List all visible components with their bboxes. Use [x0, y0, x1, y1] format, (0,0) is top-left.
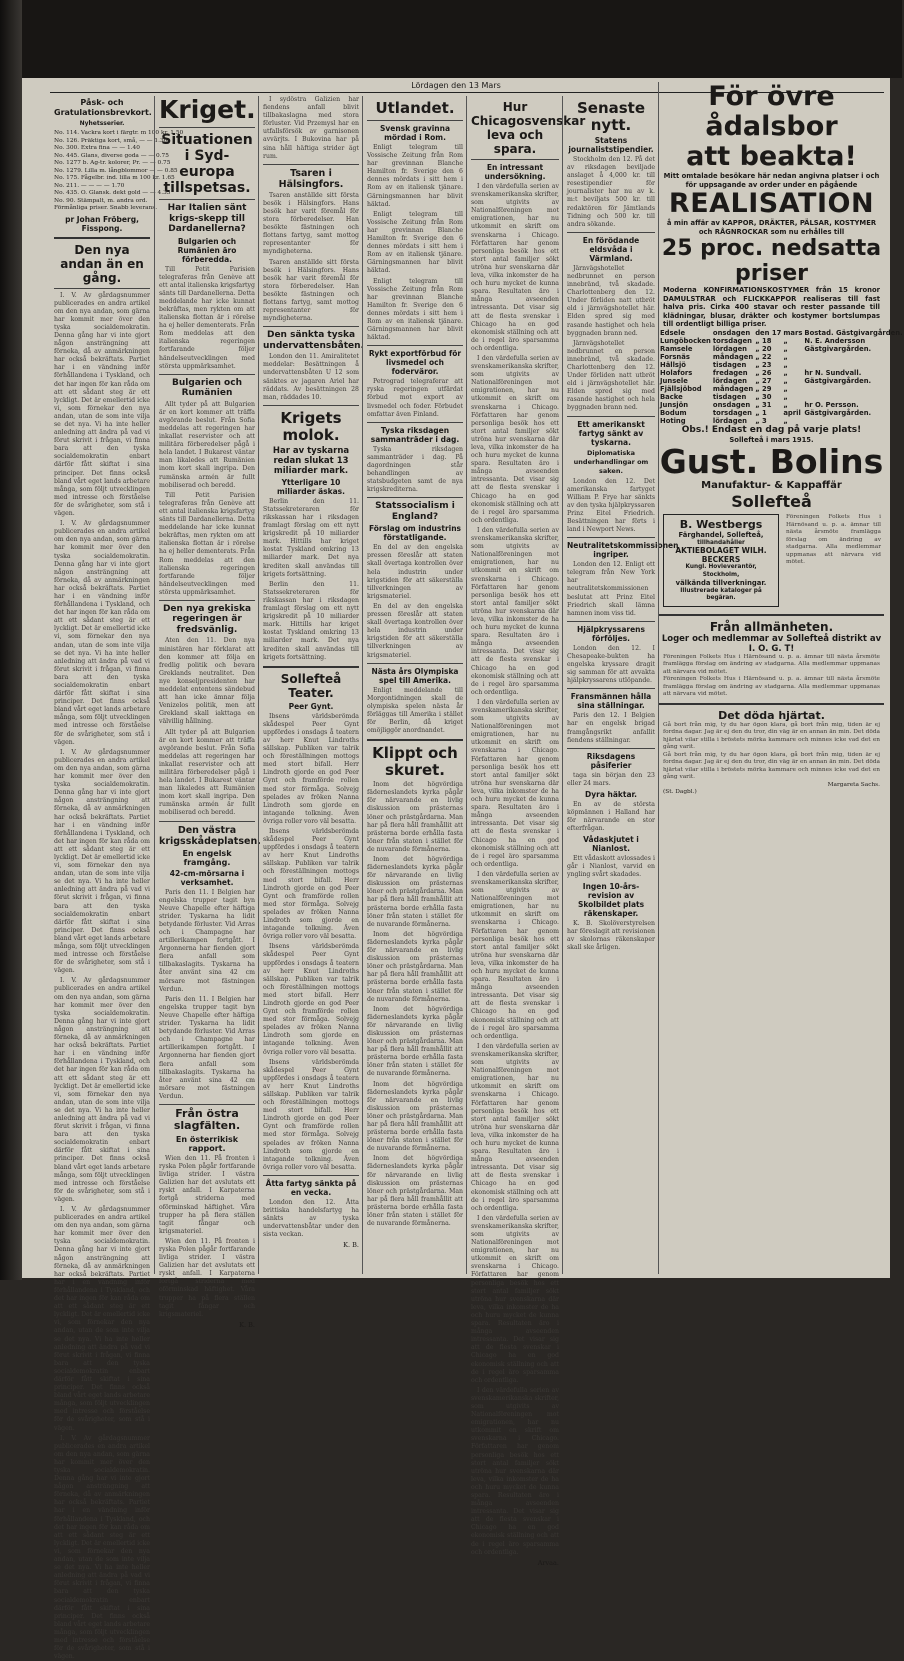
article-body: Enligt telegram till Vossische Zeitung från Rom har grevinnan Blanche Hamilton fr. Sverige den 6 dennes mördats i sitt hem i Rom av en italiensk tjänare. Gärningsmannen har blivit häktad. [367, 210, 463, 275]
ad-date: Sollefteå i mars 1915. [729, 435, 814, 444]
subheadline-bulgarien: Bulgarien och Rumänien äro förberedda. [177, 236, 237, 264]
ad-discount: 25 proc. nedsatta priser [661, 236, 882, 286]
schedule-host: hr N. Sundvall. [804, 368, 862, 377]
divider [567, 621, 655, 622]
article-body: Tyska riksdagen sammanträder i dag. På dagordningen står behandlingen av statsbudgeten samt de nya krigskrediterna. [367, 445, 463, 494]
schedule-table [659, 329, 904, 425]
ad-postcards-signature: pr Johan Fröberg, Fisspong. [65, 214, 139, 233]
divider [367, 497, 463, 498]
schedule-row [659, 417, 904, 425]
schedule-date: „ 30 [755, 392, 772, 401]
schedule-place: Backe [660, 392, 683, 401]
ad-westberg [663, 514, 779, 607]
schedule-host: hr O. Persson. [804, 400, 859, 409]
article-body: Wien den 11. På fronten i ryska Polen pågår fortfarande livliga strider. I västra Galizien har det avslutats ett ryskt anfall. I Karpaterna fortgå striderna med oförminskad häftighet. Våra trupper ha på flera ställen tagit fångar och krigsmateriel. [159, 1154, 255, 1235]
schedule-row [659, 393, 904, 401]
schedule-host [803, 393, 903, 401]
schedule-place: Junsele [660, 376, 688, 385]
schedule-date: „ 22 [755, 352, 772, 361]
headline-kriget: Kriget. [159, 95, 256, 124]
schedule-date: „ 20 [755, 344, 772, 353]
ad-title-line1: För övre ådalsbor [705, 81, 838, 142]
schedule-date: „ 1 [755, 408, 767, 417]
schedule-date: „ 27 [755, 376, 772, 385]
headline-molok: Krigets molok. [280, 408, 342, 444]
headline-italien: Har Italien sänt krigs-skepp till Dardanellerna? [167, 203, 247, 234]
subheadline-undersokning: En intressant undersökning. [484, 163, 546, 181]
article-body: I sydöstra Galizien har fiendens anfall blivit tillbakaslagna med stora förluster. Vid Przemysl har en utfallsförsök av garnisonen avvärjts. I Bukovina har på sina håll häftiga strider ägt rum. [263, 96, 359, 160]
divider [567, 688, 655, 689]
schedule-month: mars [783, 328, 803, 337]
divider [567, 537, 655, 538]
list-item: No. 90. Stämpalt, m. andra ord. [54, 197, 148, 204]
schedule-place: Ramsele [660, 344, 693, 353]
schedule-day: onsdagen [712, 400, 751, 409]
schedule-day: lördagen [712, 344, 748, 353]
schedule-date: „ 31 [755, 400, 772, 409]
article-body: Stockholm den 12. På det av riksdagen beviljade anslaget å 4,000 kr. till resestipendier för journalister har nu av k. m:t beviljats 500 kr. till redaktören för Jämtlands Tidning och 500 kr. till andra sökande. [567, 156, 655, 228]
subheadline-forslag: Förslag om industrins förstatligande. [368, 524, 462, 543]
ad-westberg-line3: välkända tillverkningar. [675, 579, 767, 587]
divider [263, 1175, 359, 1176]
headline-tsaren: Tsaren i Hälsingfors. [278, 167, 344, 190]
list-item: No. 1279. Lilla m. långblommor — — 0.85 [54, 167, 178, 174]
list-item: No. 300. Extra fina — — 1.40 [54, 145, 140, 151]
schedule-day: fredagen [712, 368, 748, 377]
divider [159, 127, 255, 128]
headline-sankta: Den sänkta tyska undervattensbåten. [263, 330, 364, 351]
schedule-month: „ [783, 344, 788, 353]
article-body: Ibsens världsberömda skådespel Peer Gynt uppfördes i onsdags å teatern av herr Knut Lindroths sällskap. Publiken var talrik och föreställningen mottogs med stort bifall. Herr Lindroth gjorde en god Peer Gynt och framförde rollen med stor förmåga. Solvejg spelades av fröken Nanna Lindroth som gjorde en intagande tolkning. Även övriga roller voro väl besatta. [263, 1058, 359, 1171]
schedule-place: Junsjön [660, 400, 689, 409]
schedule-date: den 17 [755, 328, 782, 337]
article-body: I den värdefulla serien av svenskamerikanska skrifter, som utgivits av Nationalföreningen mot emigrationen, har nu utkommit en skrift om svenskarna i Chicago. Författaren har genom personliga besök hos ett stort antal familjer sökt utröna hur svenskarna där leva, vilka inkomster de ha och huru mycket de kunna spara. Resultaten äro i många avseenden intressanta. Det visar sig att de flesta svenskar i Chicago ha en god ekonomisk ställning och att de i regel äro sparsamma och ordentliga. [471, 1042, 559, 1212]
headline-ostra: Från östra slagfälten. [173, 1106, 241, 1133]
ad-gust-sub: Manufaktur- & Kappaffär [701, 480, 842, 491]
headline-vadaskott: Vådaskjutet i Nianlost. [583, 835, 639, 854]
divider [54, 237, 150, 239]
article-body: I. V. Av gårdagsnummer publicerades en andra artikel om den nya andan, som gärna har kommit mer över den tyska socialdemokratin. Denna gång har vi inte gjort någon ansträngning att förneka, då av anmärkningen har också bekräftats. Partiet har i en vändning inför förhållandena i Tyskland, och det har ingen för kan råda om att ett sådant steg är ett lyckligt. Det är emellertid icke vi, som förnekar den nya andan, utan de som inte vilja se det nya. Vi ha inte heller anledning att ändra på vad vi förut skrivit i frågan, vi finna bara att den tyska socialdemokratin enbart därför fått skiftat i sina principer. Det finns också bland vårt eget lands arbetare många, som följt utvecklingen med intresse och förståelse för de svårigheter, som stå i vägen. [54, 1206, 150, 1432]
article-body: I den värdefulla serien av svenskamerikanska skrifter, som utgivits av Nationalföreningen mot emigrationen, har nu utkommit en skrift om svenskarna i Chicago. Författaren har genom personliga besök hos ett stort antal familjer sökt utröna hur svenskarna där leva, vilka inkomster de ha och huru mycket de kunna spara. Resultaten äro i många avseenden intressanta. Det visar sig att de flesta svenskar i Chicago ha en god ekonomisk ställning och att de i regel äro sparsamma och ordentliga. [471, 526, 559, 696]
schedule-date: „ 3 [755, 416, 767, 425]
column-3 [258, 96, 363, 1274]
schedule-row [659, 361, 904, 369]
article-body: I den värdefulla serien av svenskamerikanska skrifter, som utgivits av Nationalföreningen mot emigrationen, har nu utkommit en skrift om svenskarna i Chicago. Författaren har genom personliga besök hos ett stort antal familjer sökt utröna hur svenskarna där leva, vilka inkomster de ha och huru mycket de kunna spara. Resultaten äro i många avseenden intressanta. Det visar sig att de flesta svenskar i Chicago ha en god ekonomisk ställning och att de i regel äro sparsamma och ordentliga. [471, 870, 559, 1040]
article-body: Petrograd telegraferar att ryska regeringen utfärdat förbud mot export av livsmedel och foder. Förbudet omfattar även Finland. [367, 378, 463, 418]
article-body: London den 12. Åtta brittiska handelsfartyg ha sänkts av tyska undervattensbåtar under den sista veckan. [263, 1198, 359, 1239]
article-body: Till Petit Parisien telegraferas från Genève att ett antal italienska krigsfartyg sänts till Dardanellerna. Detta meddelande har icke kunnat bekräftas, men rykten om att italienska flottan är i rörelse ha ej heller dementerats. Från Rom meddelas att den italienska regeringen fortfarande följer händelseutvecklingen med största uppmärksamhet. [159, 491, 255, 596]
headline-allmanheten: Från allmänheten. [709, 619, 834, 634]
schedule-month: „ [783, 336, 788, 345]
subheadline-peer-gynt: Peer Gynt. [288, 701, 334, 711]
ad-westberg-line2: Kungl. Hovleverantör, Stockholm, [685, 564, 757, 578]
headline-grekiska: Den nya grekiska regeringen är fredsvänlig. [162, 603, 252, 635]
divider [263, 405, 359, 406]
subheadline-osterrikisk: En österrikisk rapport. [175, 1134, 239, 1153]
schedule-day: torsdagen [712, 336, 752, 345]
article-body: Aten den 11. Den nya ministären har förklarat att den kommer att följa en fredlig politik och bevara Greklands neutralitet. Den nye konseljpresidenten har meddelat ententens sändebud att han icke ämnar följa Venizelos politik, men att Grekland skall iakttaga en välvillig hållning. [159, 637, 255, 726]
schedule-host: N. E. Andersson [804, 336, 866, 345]
poem-body: Gå bort från mig, ty du har ögon klara, gå bort från mig, tiden är ej fordna dagar. Jag är ej den du tror, din väg är en annan än min. Det döda hjärtat vilar stilla i bröstets mörka kammare och minnes icke vad det en gång varit. [663, 721, 880, 750]
schedule-day: onsdagen [712, 328, 751, 337]
article-body: Ett vådaskott avlossades i går i Nianlost, varvid en yngling svårt skadades. [567, 855, 655, 879]
article-body: Paris den 11. I Belgien har engelska trupper tagit byn Neuve Chapelle efter häftiga strider. Tyskarna ha lidit betydande förluster. Vid Arras och i Champagne har artillerikampen fortgått. I Argonnerna har fienden gjort flera anfall som tillbakaslagits. Tyskarna ha åter använt sina 42 cm mörsare mot fästningen Verdun. [159, 995, 255, 1100]
schedule-day: måndagen [712, 384, 754, 393]
subheadline-engelsk: En engelsk framgång. [182, 848, 232, 867]
ad-confirmation: Moderna KONFIRMATIONSKOSTYMER från 15 kronor DAMULSTRAR och FLICKKAPPOR realiseras till fast halva pris. Cirka 400 stavar och rester passande till klädningar, blusar, dräkter och kostymer bortslumpas till ordentligt billiga priser. [663, 286, 880, 328]
ad-westberg-title: B. Westbergs [679, 518, 763, 531]
article-body: Ibsens världsberömda skådespel Peer Gynt uppfördes i onsdags å teatern av herr Knut Lindroths sällskap. Publiken var talrik och föreställningen mottogs med stort bifall. Herr Lindroth gjorde en god Peer Gynt och framförde rollen med stor förmåga. Solvejg spelades av fröken Nanna Lindroth som gjorde en intagande tolkning. Även övriga roller voro väl besatta. [263, 712, 359, 825]
headline-situation: Situationen i Syd-europa tillspetsas. [161, 132, 253, 196]
scan-border-left [0, 0, 22, 1280]
article-body: Till Petit Parisien telegraferas från Genève att ett antal italienska krigsfartyg sänts till Dardanellerna. Detta meddelande har icke kunnat bekräftas, men rykten om att italienska flottan är i rörelse ha ej heller dementerats. Från Rom meddelas att den italienska regeringen fortfarande följer händelseutvecklingen med största uppmärksamhet. [159, 265, 255, 370]
article-body: Föreningen Folkets Hus i Härnösand u. p. a. ämnar till nästa årsmöte framlägga förslag om ändring av stadgarna. Alla medlemmar uppmanas att närvara vid mötet. [663, 653, 880, 675]
headline-nya-andan: Den nya andan än en gång. [60, 242, 144, 285]
scan-border-top [0, 0, 902, 78]
ad-obs: Obs.! Endast en dag på varje plats! [681, 424, 862, 435]
headline-fartyg: Åtta fartyg sänkta på en vecka. [265, 1178, 357, 1197]
column-1 [50, 96, 184, 1661]
divider [159, 600, 255, 601]
article-body: Berlin den 11. Statssekreteraren för rikskassan har i riksdagen framlagt förslag om ett nytt krigskredit på 10 miliarder mark. Hittills har kriget kostat Tyskland omkring 13 miliarder mark. Det nya krediten skall användas till krigets fortsättning. [263, 497, 359, 578]
article-body: Berlin den 11. Statssekreteraren för rikskassan har i riksdagen framlagt förslag om ett nytt krigskredit på 10 miliarder mark. Hittills har kriget kostat Tyskland omkring 13 miliarder mark. Det nya krediten skall användas till krigets fortsättning. [263, 580, 359, 661]
article-body: Paris den 11. I Belgien har engelska trupper tagit byn Neuve Chapelle efter häftiga strider. Tyskarna ha lidit betydande förluster. Vid Arras och i Champagne har artillerikampen fortgått. I Argonnerna har fienden gjort flera anfall som tillbakaslagits. Tyskarna ha åter använt sina 42 cm mörsare mot fästningen Verdun. [159, 888, 255, 993]
schedule-row [659, 337, 904, 345]
schedule-day: lördagen [712, 416, 748, 425]
schedule-month: „ [783, 352, 788, 361]
schedule-month: „ [783, 384, 788, 393]
article-body: I den värdefulla serien av svenskamerikanska skrifter, som utgivits av Nationalföreningen mot emigrationen, har nu utkommit en skrift om svenskarna i Chicago. Författaren har genom personliga besök hos ett stort antal familjer sökt utröna hur svenskarna där leva, vilka inkomster de ha och huru mycket de kunna spara. Resultaten äro i många avseenden intressanta. Det visar sig att de flesta svenskar i Chicago ha en god ekonomisk ställning och att de i regel äro sparsamma och ordentliga. [471, 1214, 559, 1384]
divider [159, 821, 255, 822]
running-header: Lördagen den 13 Mars [411, 81, 501, 90]
divider [159, 1104, 255, 1105]
headline-dyra: Dyra häktar. [585, 789, 637, 799]
schedule-host [803, 385, 903, 393]
article-body: Ibsens världsberömda skådespel Peer Gynt uppfördes i onsdags å teatern av herr Knut Lindroths sällskap. Publiken var talrik och föreställningen mottogs med stort bifall. Herr Lindroth gjorde en god Peer Gynt och framförde rollen med stor förmåga. Solvejg spelades av fröken Nanna Lindroth som gjorde en intagande tolkning. Även övriga roller voro väl besatta. [263, 828, 359, 941]
schedule-month: „ [783, 368, 788, 377]
column-5 [466, 96, 586, 1567]
schedule-host: Gästgivargården. [804, 344, 872, 353]
article-body: Inom det högvördiga fäderneslandets kyrka pågår för närvarande en livlig diskussion om prästernas löner och prästgårdarna. Man har på flera håll framhållit att prästerna borde erhålla fasta löner från staten i stället för de nuvarande förmånerna. [367, 856, 463, 928]
schedule-row [659, 385, 904, 393]
divider [367, 422, 463, 423]
article-body: Järnvägshotellet nedbrunnet en person innebränd, två skadade. Charlottenberg den 12. Under förliden natt utbröt eld i järnvägshotellet här. Elden spred sig med rasande hastighet och hela byggnaden brann ned. [567, 264, 655, 337]
divider [659, 614, 884, 616]
schedule-place: Bodum [660, 408, 687, 417]
schedule-host: Bostad. Gästgivargården. [804, 328, 903, 337]
article-body: Allt tyder på att Bulgarien är en kort kommer att träffa avgörande beslut. Från Sofia meddelas att regeringen har inkallat reservister och att militära förberedelser pågå i hela landet. I Bukarest väntar man likaledes att Rumänien inom kort skall ingripa. Den rumänska armén är fullt mobiliserad och beredd. [159, 400, 255, 489]
headline-svensk: Svensk gravinna mördad i Rom. [379, 124, 451, 142]
poem-author: Margareta Sachs. [827, 781, 880, 788]
headline-hjalpkryssare: Hjälpkryssarens förföljes. [576, 624, 645, 643]
schedule-host: Gästgivargården. [804, 376, 872, 385]
article-body: I. V. Av gårdagsnummer publicerades en andra artikel om den nya andan, som gärna har kommit mer över den tyska socialdemokratin. Denna gång har vi inte gjort någon ansträngning att förneka, då av anmärkningen har också bekräftats. Partiet har i en vändning inför förhållandena i Tyskland, och det har ingen för kan råda om att ett sådant steg är ett lyckligt. Det är emellertid icke vi, som förnekar den nya andan, utan de som inte vilja se det nya. Vi ha inte heller anledning att ändra på vad vi förut skrivit i frågan, vi finna bara att den tyska socialdemokratin enbart därför fått skiftat i sina principer. Det finns också bland vårt eget lands arbetare många, som följt utvecklingen med intresse och förståelse för de svårigheter, som stå i vägen. [54, 291, 150, 518]
ad-title-line2: att beakta! [686, 141, 857, 172]
schedule-row [659, 369, 904, 377]
article-body: Allt tyder på att Bulgarien är en kort kommer att träffa avgörande beslut. Från Sofia meddelas att regeringen har inkallat reservister och att militära förberedelser pågå i hela landet. I Bukarest väntar man likaledes att Rumänien inom kort skall ingripa. Den rumänska armén är fullt mobiliserad och beredd. [159, 728, 255, 817]
schedule-place: Holafors [660, 368, 693, 377]
headline-statens: Statens journaliststipendier. [568, 136, 654, 154]
article-body: Enligt telegram till Vossische Zeitung från Rom har grevinnan Blanche Hamilton fr. Sverige den 6 dennes mördats i sitt hem i Rom av en italiensk tjänare. Gärningsmannen har blivit häktad. [367, 144, 463, 208]
schedule-date: „ 29 [755, 384, 772, 393]
headline-forodande: En förödande eldsvåda i Värmland. [582, 235, 640, 263]
article-body: Wien den 11. På fronten i ryska Polen pågår fortfarande livliga strider. I västra Galizien har det avslutats ett ryskt anfall. I Karpaterna fortgå striderna med oförminskad häftighet. Våra trupper ha på flera ställen tagit fångar och krigsmateriel. [159, 1237, 255, 1318]
article-body: En del av den engelska pressen föreslår att staten skall övertaga kontrollen över hela industrin under krigstiden för att säkerställa tillverkningen av krigsmateriel. [367, 544, 463, 600]
schedule-host [803, 353, 903, 361]
headline-statssocialism: Statssocialism i England? [375, 501, 455, 522]
article-body: Tsaren anställde sitt första besök i Hälsingfors. Hans besök har varit föremål för stora förberedelser. Han besökte fästningen och flottans fartyg, samt mottog representanter för myndigheterna. [263, 191, 359, 256]
article-body: Paris den 12. I Belgien har en engelsk brigad framgångsrikt anfallit fiendens ställningar. [567, 712, 655, 744]
schedule-month: „ [783, 376, 788, 385]
list-item: No. 445. Glans, diverse goda — — 0.75 [54, 152, 169, 159]
newspaper-page [22, 78, 903, 1661]
divider [367, 345, 463, 346]
article-body: Inom det högvördiga fäderneslandets kyrka pågår för närvarande en livlig diskussion om prästernas löner och prästgårdarna. Man har på flera håll framhållit att prästerna borde erhålla fasta löner från staten i stället för de nuvarande förmånerna. [367, 1080, 463, 1153]
schedule-day: tisdagen [712, 360, 747, 369]
divider [263, 164, 359, 165]
headline-utlandet: Utlandet. [375, 99, 455, 117]
subheadline-diplomatiska: Diplomatiska underhandlingar om saken. [573, 448, 649, 475]
headline-olympiska: Nästa års Olympiska spel till Amerika. [371, 666, 459, 685]
headline-riksdagen: Riksdagens påsiferier [586, 751, 636, 770]
schedule-host: Gästgivargården. [804, 408, 872, 417]
schedule-row [659, 377, 904, 385]
ad-gust-bolins: Gust. Bolins [659, 442, 884, 481]
schedule-place: Edsele [660, 328, 686, 337]
article-body: Inom det högvördiga fäderneslandets kyrka pågår för närvarande en livlig diskussion om prästernas löner och prästgårdarna. Man har på flera håll framhållit att prästerna borde erhålla fasta löner från staten i stället för de nuvarande förmånerna. [367, 1155, 463, 1228]
article-body: Järnvägshotellet nedbrunnet en person innebränd, två skadade. Charlottenberg den 12. Under förliden natt utbröt eld i järnvägshotellet här. Elden spred sig med rasande hastighet och hela byggnaden brann ned. [567, 339, 655, 412]
schedule-place: Fjällsjöbod [660, 384, 702, 393]
headline-vastra: Den västra krigsskådeplatsen. [159, 824, 261, 847]
schedule-month: „ [783, 416, 788, 425]
list-item: No. 175. Fågelbr. ind. lilla m 100 kr. 1.65 [54, 175, 175, 181]
headline-amerikanskt: Ett amerikanskt fartyg sänkt av tyskarna. [577, 419, 645, 447]
article-body: I den värdefulla serien av svenskamerikanska skrifter, som utgivits av Nationalföreningen mot emigrationen, har nu utkommit en skrift om svenskarna i Chicago. Författaren har genom personliga besök hos ett stort antal familjer sökt utröna hur svenskarna där leva, vilka inkomster de ha och huru mycket de kunna spara. Resultaten äro i många avseenden intressanta. Det visar sig att de flesta svenskar i Chicago ha en god ekonomisk ställning och att de i regel äro sparsamma och ordentliga. [471, 698, 559, 868]
headline-chicago: Hur Chicagosvenskar leva och spara. [471, 100, 586, 156]
headline-doda-hjartat: Det döda hjärtat. [718, 708, 825, 722]
headline-senaste: Senaste nytt. [576, 99, 646, 134]
list-item: No. 211. — — — — 1.70 [54, 182, 125, 189]
ad-postcards-sub: Nyhetsserier. [79, 120, 125, 127]
list-item: No. 114. Vackra kort i färgtr. m 100 kr. 1.50 [54, 130, 184, 136]
ad-gust-city: Sollefteå [731, 492, 812, 511]
list-item: No. 435. O. Glansk. dekt gold — — 4.35 [54, 190, 171, 196]
list-item: No. 126. Präktiga kort, små, — — 1.30 [54, 137, 168, 144]
schedule-month: „ [783, 392, 788, 401]
schedule-day: lördagen [712, 376, 748, 385]
schedule-date: „ 26 [755, 368, 772, 377]
divider [567, 232, 655, 233]
ad-products: å min affär av KAPPOR, DRÄKTER, PÄLSAR, KOSTYMER och RÅGNROCKAR som nu erhålles till [666, 219, 877, 236]
article-body: London den 11. Amiralitetet meddelar: Besättningen å undervattensbåten U 12 som sänktes av jagaren Ariel har räddats. Av besättningen 28 man, räddades 10. [263, 353, 359, 401]
article-body: K. B. Skolöverstyrelsen har föreslagit att revisionen av skolornas räkenskaper skall ske årligen. [567, 919, 655, 951]
divider [367, 663, 463, 664]
article-body: taga sin början den 23 eller 24 mars. [567, 771, 655, 787]
subheadline-42cm: 42-cm-mörsarna i verksamhet. [169, 868, 245, 887]
headline-tyska-riksdagen: Tyska riksdagen sammanträder i dag. [370, 425, 460, 444]
divider [367, 120, 463, 121]
byline: K. B. [343, 1241, 359, 1250]
ad-intro: Mitt omtalade besökare här nedan angivna platser i och för uppsagande av order under en pågående [663, 172, 880, 189]
list-item: Förmånliga priser. Snabb leverans. [54, 205, 158, 211]
article-body: London den 12. Enligt ett telegram från New York har neutralitetskommissionen beslutat att Prinz Eitel Friedrich skall lämna hamnen inom viss tid. [567, 561, 655, 617]
schedule-day: tisdagen [712, 392, 747, 401]
byline: Arvaa. [537, 1558, 559, 1567]
schedule-row [659, 353, 904, 361]
divider [367, 739, 463, 741]
column-2 [154, 95, 261, 1329]
ad-postcards-list [54, 130, 184, 213]
headline-neutralitet: Neutralitetskommissionen ingriper. [567, 541, 679, 560]
schedule-place: Hoting [660, 416, 686, 425]
schedule-date: „ 23 [755, 360, 772, 369]
article-body: Enligt meddelande till Morgontidningen skall de olympiska spelen nästa år förläggas till Amerika i stället för Berlin, då kriget omöjliggör anordnandet. [367, 686, 463, 735]
headline-bulgarien: Bulgarien och Rumänien [172, 377, 242, 399]
byline: K. B. [239, 1320, 255, 1329]
divider [159, 199, 255, 200]
divider [159, 374, 255, 375]
article-body: Inom det högvördiga fäderneslandets kyrka pågår för närvarande en livlig diskussion om prästernas löner och prästgårdarna. Man har på flera håll framhållit att prästerna borde erhålla fasta löner från staten i stället för de nuvarande förmånerna. [367, 930, 463, 1003]
headline-rykt: Rykt exportförbud för livsmedel och foderväror. [368, 349, 462, 377]
headline-klippt: Klippt och skuret. [372, 744, 458, 780]
article-body: Föreningen Folkets Hus i Härnösand u. p. a. ämnar till nästa årsmöte framlägga förslag om ändring av stadgarna. Alla medlemmar uppmanas att närvara vid mötet. [663, 676, 880, 697]
article-body: London den 12. Det amerikanska fartyget William P. Frye har sänkts av den tyska hjälpkryssaren Prinz Eitel Friedrich. Besättningen har förts i land i Newport News. [567, 477, 655, 534]
schedule-place: Lungöbocken [660, 336, 711, 345]
article-body: Ibsens världsberömda skådespel Peer Gynt uppfördes i onsdags å teatern av herr Knut Lindroths sällskap. Publiken var talrik och föreställningen mottogs med stort bifall. Herr Lindroth gjorde en god Peer Gynt och framförde rollen med stor förmåga. Solvejg spelades av fröken Nanna Lindroth som gjorde en intagande tolkning. Även övriga roller voro väl besatta. [263, 943, 359, 1056]
column-4 [362, 96, 467, 1274]
article-body: I den värdefulla serien av svenskamerikanska skrifter, som utgivits av Nationalföreningen mot emigrationen, har nu utkommit en skrift om svenskarna i Chicago. Författaren har genom personliga besök hos ett stort antal familjer sökt utröna hur svenskarna där leva, vilka inkomster de ha och huru mycket de kunna spara. Resultaten äro i många avseenden intressanta. Det visar sig att de flesta svenskar i Chicago ha en god ekonomisk ställning och att de i regel äro sparsamma och ordentliga. [471, 183, 559, 352]
article-body: I. V. Av gårdagsnummer publicerades en andra artikel om den nya andan, som gärna har kommit mer över den tyska socialdemokratin. Denna gång har vi inte gjort någon ansträngning att förneka, då av anmärkningen har också bekräftats. Partiet har i en vändning inför förhållandena i Tyskland, och det har ingen för kan råda om att ett sådant steg är ett lyckligt. Det är emellertid icke vi, som förnekar den nya andan, utan de som inte vilja se det nya. Vi ha inte heller anledning att ändra på vad vi förut skrivit i frågan, vi finna bara att den tyska socialdemokratin enbart därför fått skiftat i sina principer. Det finns också bland vårt eget lands arbetare många, som följt utvecklingen med intresse och förståelse för de svårigheter, som stå i vägen. [54, 748, 150, 975]
divider [471, 159, 559, 160]
schedule-host [803, 417, 903, 425]
ad-side-notice: Föreningen Folkets Hus i Härnösand u. p. a. ämnar till nästa årsmöte framlägga förslag om ändring av stadgarna. Alla medlemmar uppmanas att närvara vid mötet. [786, 514, 881, 565]
schedule-place: Hällsjö [660, 360, 686, 369]
article-body: Enligt telegram till Vossische Zeitung från Rom har grevinnan Blanche Hamilton fr. Sverige den 6 dennes mördats i sitt hem i Rom av en italiensk tjänare. Gärningsmannen har blivit häktad. [367, 277, 463, 342]
schedule-row [659, 409, 904, 417]
article-body: Inom det högvördiga fäderneslandets kyrka pågår för närvarande en livlig diskussion om prästernas löner och prästgårdarna. Man har på flera håll framhållit att prästerna borde erhålla fasta löner från staten i stället för de nuvarande förmånerna. [367, 1005, 463, 1078]
article-body: En del av den engelska pressen föreslår att staten skall övertaga kontrollen över hela industrin under krigstiden för att säkerställa tillverkningen av krigsmateriel. [367, 602, 463, 659]
ad-realisation: REALISATION [668, 188, 875, 219]
article-body: I. V. Av gårdagsnummer publicerades en andra artikel om den nya andan, som gärna har kommit mer över den tyska socialdemokratin. Denna gång har vi inte gjort någon ansträngning att förneka, då av anmärkningen har också bekräftats. Partiet har i en vändning inför förhållandena i Tyskland, och det har ingen för kan råda om att ett sådant steg är ett lyckligt. Det är emellertid icke vi, som förnekar den nya andan, utan de som inte vilja se det nya. Vi ha inte heller anledning att ändra på vad vi förut skrivit i frågan, vi finna bara att den tyska socialdemokratin enbart därför fått skiftat i sina principer. Det finns också bland vårt eget lands arbetare många, som följt utvecklingen med intresse och förståelse för de svårigheter, som stå i vägen. [54, 1434, 150, 1661]
ad-westberg-line1: tillhandahåller [697, 539, 745, 546]
schedule-place: Forsnäs [660, 352, 690, 361]
schedule-row [659, 329, 904, 337]
schedule-date: „ 18 [755, 336, 772, 345]
article-body: Inom det högvördiga fäderneslandets kyrka pågår för närvarande en livlig diskussion om prästernas löner och prästgårdarna. Man har på flera håll framhållit att prästerna borde erhålla fasta löner från staten i stället för de nuvarande förmånerna. [367, 781, 463, 853]
ad-westberg-line4: Illustrerade kataloger på begäran. [680, 587, 762, 601]
divider [567, 416, 655, 417]
article-body: I. V. Av gårdagsnummer publicerades en andra artikel om den nya andan, som gärna har kommit mer över den tyska socialdemokratin. Denna gång har vi inte gjort någon ansträngning att förneka, då av anmärkningen har också bekräftats. Partiet har i en vändning inför förhållandena i Tyskland, och det har ingen för kan råda om att ett sådant steg är ett lyckligt. Det är emellertid icke vi, som förnekar den nya andan, utan de som inte vilja se det nya. Vi ha inte heller anledning att ändra på vad vi förut skrivit i frågan, vi finna bara att den tyska socialdemokratin enbart därför fått skiftat i sina principer. Det finns också bland vårt eget lands arbetare många, som följt utvecklingen med intresse och förståelse för de svårigheter, som stå i vägen. [54, 977, 150, 1203]
headline-revision: Ingen 10-års-revision av Skolbildet plats räkenskaper. [577, 881, 645, 918]
article-body: London den 12. I Chesapeake-bukten ha engelska kryssare dragit sig samman för att avvakta hjälpkryssarens utlöpande. [567, 644, 655, 685]
schedule-month: „ [783, 360, 788, 369]
poem-body: Gå bort från mig, ty du har ögon klara, gå bort från mig, tiden är ej fordna dagar. Jag är ej den du tror, din väg är en annan än min. Det döda hjärtat vilar stilla i bröstets mörka kammare och minnes icke vad det en gång varit. [663, 751, 880, 780]
divider [567, 748, 655, 749]
schedule-month: april [783, 408, 801, 417]
article-body: I den värdefulla serien av svenskamerikanska skrifter, som utgivits av Nationalföreningen mot emigrationen, har nu utkommit en skrift om svenskarna i Chicago. Författaren har genom personliga besök hos ett stort antal familjer sökt utröna hur svenskarna där leva, vilka inkomster de ha och huru mycket de kunna spara. Resultaten äro i många avseenden intressanta. Det visar sig att de flesta svenskar i Chicago ha en god ekonomisk ställning och att de i regel äro sparsamma och ordentliga. [471, 354, 559, 524]
article-body: I den värdefulla serien av svenskamerikanska skrifter, som utgivits av Nationalföreningen mot emigrationen, har nu utkommit en skrift om svenskarna i Chicago. Författaren har genom personliga besök hos ett stort antal familjer sökt utröna hur svenskarna där leva, vilka inkomster de ha och huru mycket de kunna spara. Resultaten äro i många avseenden intressanta. Det visar sig att de flesta svenskar i Chicago ha en god ekonomisk ställning och att de i regel äro sparsamma och ordentliga. [471, 1386, 559, 1556]
list-item: No. 1277 b. Ag-tr. kolorer, Pr. — — 0.75 [54, 160, 171, 166]
ad-postcards-title: Påsk- och Gratulationsbrevkort. [54, 98, 152, 117]
headline-teater: Sollefteå Teater. [280, 671, 342, 700]
poem-source: (St. Dagbl.) [663, 789, 697, 795]
article-body: En av de största köpmännen i Halland har för närvarande en stor efterfrågan. [567, 800, 655, 833]
headline-fransmannen: Fransmännen hålla sina ställningar. [570, 692, 652, 711]
divider [263, 326, 359, 327]
divider [54, 288, 150, 289]
schedule-day: måndagen [712, 352, 754, 361]
subheadline-loger: Loger och medlemmar av Sollefteå distrikt av I. O. G. T! [661, 633, 882, 654]
ad-westberg-main: AKTIEBOLAGET WILH. BECKERS [675, 546, 767, 564]
schedule-day: torsdagen [712, 408, 752, 417]
schedule-host [803, 361, 903, 369]
divider [659, 703, 884, 705]
ad-westberg-sub: Färghandel, Sollefteå, [678, 531, 764, 539]
article-body: I. V. Av gårdagsnummer publicerades en andra artikel om den nya andan, som gärna har kommit mer över den tyska socialdemokratin. Denna gång har vi inte gjort någon ansträngning att förneka, då av anmärkningen har också bekräftats. Partiet har i en vändning inför förhållandena i Tyskland, och det har ingen för kan råda om att ett sådant steg är ett lyckligt. Det är emellertid icke vi, som förnekar den nya andan, utan de som inte vilja se det nya. Vi ha inte heller anledning att ändra på vad vi förut skrivit i frågan, vi finna bara att den tyska socialdemokratin enbart därför fått skiftat i sina principer. Det finns också bland vårt eget lands arbetare många, som följt utvecklingen med intresse och förståelse för de svårigheter, som stå i vägen. [54, 520, 150, 746]
schedule-row [659, 401, 904, 409]
article-body: Tsaren anställde sitt första besök i Hälsingfors. Hans besök har varit föremål för stora förberedelser. Han besökte fästningen och flottans fartyg, samt mottog representanter för myndigheterna. [263, 258, 359, 323]
subheadline-ytterligare: Ytterligare 10 miliarder äskas. [277, 477, 345, 496]
schedule-row [659, 345, 904, 353]
subheadline-kostnad: Har av tyskarna redan slukat 13 miliarder mark. [272, 445, 350, 476]
divider [263, 666, 359, 668]
schedule-month: „ [783, 400, 788, 409]
advertisement-column [658, 81, 903, 1274]
